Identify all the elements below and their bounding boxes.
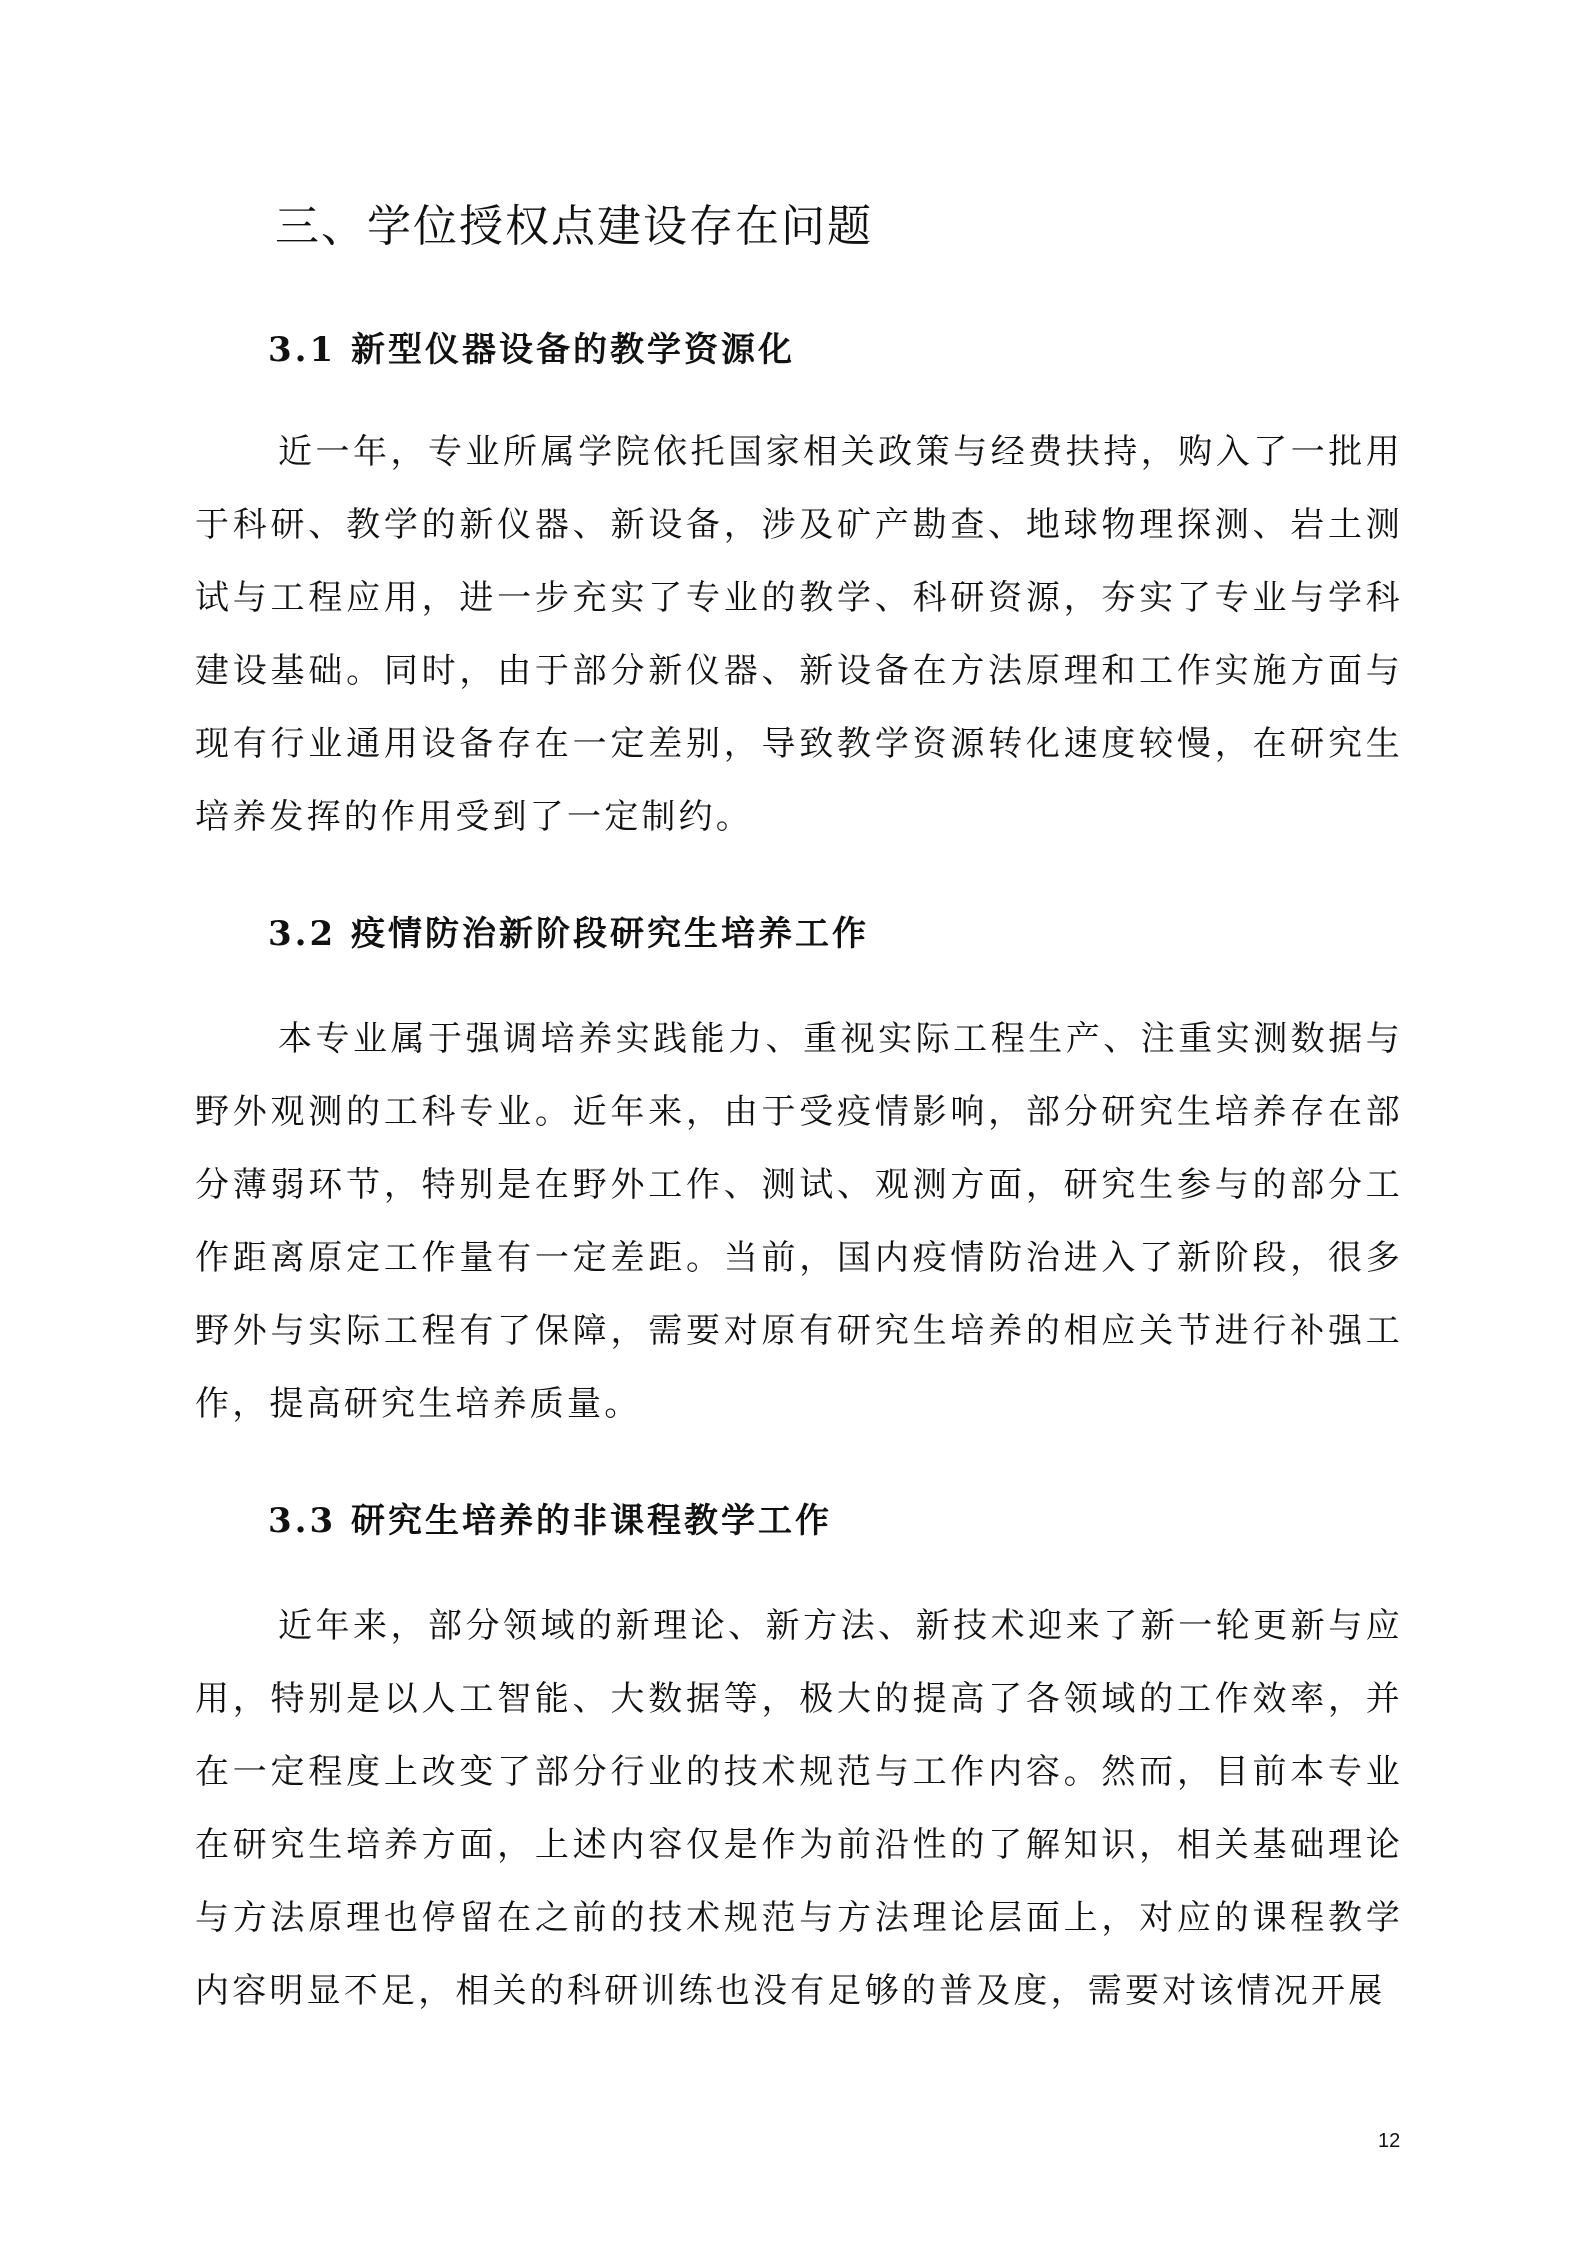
section-title: 三、学位授权点建设存在问题 xyxy=(275,201,873,252)
subsection-heading-3-1: 3.1 新型仪器设备的教学资源化 xyxy=(268,330,795,370)
page-number: 12 xyxy=(1378,2130,1401,2152)
paragraph-3-1: 近一年，专业所属学院依托国家相关政策与经费扶持，购入了一批用于科研、教学的新仪器、新设备，涉及矿产勘查、地球物理探测、岩土测试与工程应用，进一步充实了专业的教学、科研资源，夯实了专业与学科建设基础。同时，由于部分新仪器、新设备在方法原理和工作实施方面与现有行业通用设备存在一定差别，导致教学资源转化速度较慢，在研究生培养发挥的作用受到了一定制约。 xyxy=(195,432,1403,837)
paragraph-3-2: 本专业属于强调培养实践能力、重视实际工程生产、注重实测数据与野外观测的工科专业。近年来，由于受疫情影响，部分研究生培养存在部分薄弱环节，特别是在野外工作、测试、观测方面，研究生参与的部分工作距离原定工作量有一定差距。当前，国内疫情防治进入了新阶段，很多野外与实际工程有了保障，需要对原有研究生培养的相应关节进行补强工作，提高研究生培养质量。 xyxy=(195,1019,1403,1424)
paragraph-3-3: 近年来，部分领域的新理论、新方法、新技术迎来了新一轮更新与应用，特别是以人工智能、大数据等，极大的提高了各领域的工作效率，并在一定程度上改变了部分行业的技术规范与工作内容。然而，目前本专业在研究生培养方面，上述内容仅是作为前沿性的了解知识，相关基础理论与方法原理也停留在之前的技术规范与方法理论层面上，对应的课程教学内容明显不足，相关的科研训练也没有足够的普及度，需要对该情况开展 xyxy=(195,1606,1403,2011)
subsection-heading-3-3: 3.3 研究生培养的非课程教学工作 xyxy=(268,1501,832,1541)
subsection-heading-3-2: 3.2 疫情防治新阶段研究生培养工作 xyxy=(268,914,869,954)
